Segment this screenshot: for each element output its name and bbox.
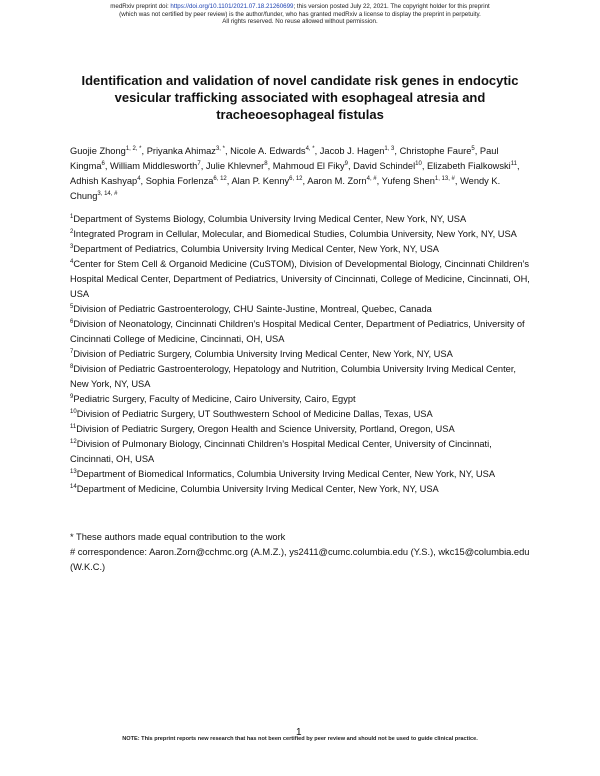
author-affiliation-marker: 4, # [366,175,377,182]
affiliation-text: Department of Pediatrics, Columbia University Irving Medical Center, New York, NY, USA [73,244,439,254]
author-affiliation-marker: 6, 12 [289,175,303,182]
affiliation-text: Division of Pediatric Surgery, Oregon Health and Science University, Portland, Oregon, USA [76,424,455,434]
author [110,161,201,171]
header-line-3: All rights reserved. No reuse allowed without permission. [222,18,378,26]
author-affiliation-marker: 1, 3 [384,145,395,152]
affiliation-number: 4 [70,258,74,265]
affiliation-text: Division of Pediatric Gastroenterology, CHU Sainte-Justine, Montreal, Quebec, Canada [73,304,432,314]
preprint-header [0,3,600,26]
affiliation [70,362,530,392]
author-affiliation-marker: 6 [101,160,105,167]
header-prefix: medRxiv preprint doi: [110,3,171,10]
affiliation-number: 12 [70,438,77,445]
affiliation [70,347,530,362]
author-affiliation-marker: 4, * [305,145,315,152]
equal-contribution-note: * These authors made equal contribution to the work [70,532,286,542]
author [206,161,268,171]
author-name: Guojie Zhong [70,146,126,156]
affiliation-text: Division of Pulmonary Biology, Cincinnati Children’s Hospital Medical Center, University of Cincinnati, Cincinnati, OH, USA [70,439,492,464]
correspondence-note: # correspondence: Aaron.Zorn@cchmc.org (A.M.Z.), ys2411@cumc.columbia.edu (Y.S.), wkc15@columbia.edu (W.K.C.) [70,547,530,572]
author-affiliation-marker: 1, 2, * [125,145,142,152]
author-name: Christophe Faure [399,146,472,156]
affiliation-text: Center for Stem Cell & Organoid Medicine (CuSTOM), Division of Developmental Biology, Cincinnati Children’s Hospital Medical Center, Department of Pediatrics, University of Cincinnati, College of Medicine, Cincinnati, OH, USA [70,259,530,299]
author-name: Paul Kingma [70,146,499,171]
affiliation-text: Pediatric Surgery, Faculty of Medicine, Cairo University, Cairo, Egypt [73,394,356,404]
affiliation-number: 14 [70,483,77,490]
author-name: Alan P. Kenny [231,176,290,186]
author [146,176,227,186]
affiliation-number: 7 [70,348,74,355]
affiliation [70,437,530,467]
author [320,146,395,156]
author-name: William Middlesworth [110,161,198,171]
affiliation-number: 3 [70,243,74,250]
affiliation-number: 11 [70,423,77,430]
author-name: Adhish Kashyap [70,176,138,186]
paper-title: Identification and validation of novel candidate risk genes in endocytic vesicular trafficking associated with esophageal atresia and tracheoesophageal fistulas [81,73,519,122]
author-name: Sophia Forlenza [145,176,214,186]
author-affiliation-marker: 3, * [215,145,225,152]
author-affiliation-marker: 8 [264,160,268,167]
author [427,161,517,171]
affiliation-text: Division of Pediatric Surgery, UT Southwestern School of Medicine Dallas, Texas, USA [76,409,433,419]
author [231,176,302,186]
author-name: Jacob J. Hagen [319,146,385,156]
affiliation-text: Department of Medicine, Columbia University Irving Medical Center, New York, NY, USA [76,484,439,494]
author-name: Priyanka Ahimaz [146,146,216,156]
author-name: Elizabeth Fialkowski [427,161,511,171]
affiliation-number: 13 [70,468,77,475]
author [382,176,455,186]
author [400,146,475,156]
affiliation-text: Division of Pediatric Gastroenterology, Hepatology and Nutrition, Columbia University Irving Medical Center, New York, NY, USA [70,364,517,389]
affiliation [70,407,530,422]
affiliation [70,302,530,317]
affiliation-number: 10 [70,408,77,415]
affiliation-text: Division of Pediatric Surgery, Columbia University Irving Medical Center, New York, NY, USA [73,349,453,359]
affiliation [70,422,530,437]
affiliation-text: Department of Biomedical Informatics, Columbia University Irving Medical Center, New York, NY, USA [76,469,496,479]
affiliation-number: 8 [70,363,74,370]
author [273,161,348,171]
doi-link[interactable]: https://doi.org/10.1101/2021.07.18.21260699 [170,3,294,10]
affiliation [70,227,530,242]
author-affiliation-marker: 10 [415,160,422,167]
author-affiliation-marker: 9 [344,160,348,167]
affiliation [70,317,530,347]
author-name: Aaron M. Zorn [307,176,367,186]
preprint-disclaimer: NOTE: This preprint reports new research that has not been certified by peer review and should not be used to guide clinical practice. [122,736,478,742]
affiliation [70,482,530,497]
affiliation-list [70,212,530,497]
author-affiliation-marker: 1, 13, # [434,175,455,182]
author [230,146,314,156]
author-affiliation-marker: 6, 12 [213,175,227,182]
author-affiliation-marker: 5 [471,145,475,152]
affiliation-number: 1 [70,213,74,220]
author-name: Nicole A. Edwards [230,146,306,156]
header-line-2: (which was not certified by peer review) is the author/funder, who has granted medRxiv a license to display the preprint in perpetuity. [119,10,481,18]
affiliation-number: 5 [70,303,74,310]
author [70,176,141,186]
affiliation-text: Department of Systems Biology, Columbia University Irving Medical Center, New York, NY, USA [73,214,467,224]
author [353,161,422,171]
affiliation [70,257,530,302]
page-number: 1 [296,727,302,738]
affiliation [70,467,530,482]
affiliation-text: Division of Neonatology, Cincinnati Children’s Hospital Medical Center, Department of Pediatrics, University of Cincinnati College of Medicine, Cincinnati, OH, USA [70,319,525,344]
affiliation [70,242,530,257]
author [70,146,142,156]
author-name: Yufeng Shen [381,176,435,186]
affiliation [70,212,530,227]
author [147,146,225,156]
author-name: Wendy K. Chung [70,176,501,201]
author-affiliation-marker: 3, 14, # [97,190,118,197]
author [307,176,376,186]
author-name: Julie Khlevner [205,161,265,171]
author-name: David Schindel [353,161,416,171]
affiliation-number: 9 [70,393,74,400]
author-name: Mahmoud El Fiky [272,161,345,171]
author-affiliation-marker: 4 [137,175,141,182]
header-suffix: ; this version posted July 22, 2021. The copyright holder for this preprint [293,3,490,10]
affiliation-number: 6 [70,318,74,325]
author-list: Guojie Zhong$^{1, 2, *}$, Priyanka Ahimaz$^{3, *}$, Nicole A. Edwards$^{4, *}$, Jacob J. Hagen$^{1, 3}$, Christophe Faure$^5$, Paul Kingma$^6$, William Middlesworth$^7$, Julie Khlevner$^8$, Mahmoud El Fiky$^9$, David Schindel$^{10}$, Elizabeth Fialkowski$^{11}$, Adhish Kashyap$^4$, Sophia Forlenza$^{6, 12}$, Alan P. Kenny$^{6, 12}$, Aaron M. Zorn$^{4, \#}$, Yufeng Shen$^{1, 13, \#}$, Wendy K. Chung$^{3, 14, \#}$ [70,145,520,201]
header-line-1 [0,3,600,11]
affiliation [70,392,530,407]
author-affiliation-marker: 11 [510,160,517,167]
author-affiliation-marker: 7 [197,160,201,167]
affiliation-text: Integrated Program in Cellular, Molecular, and Biomedical Studies, Columbia University, New York, NY, USA [73,229,517,239]
affiliation-number: 2 [70,228,74,235]
author-notes [70,530,530,575]
